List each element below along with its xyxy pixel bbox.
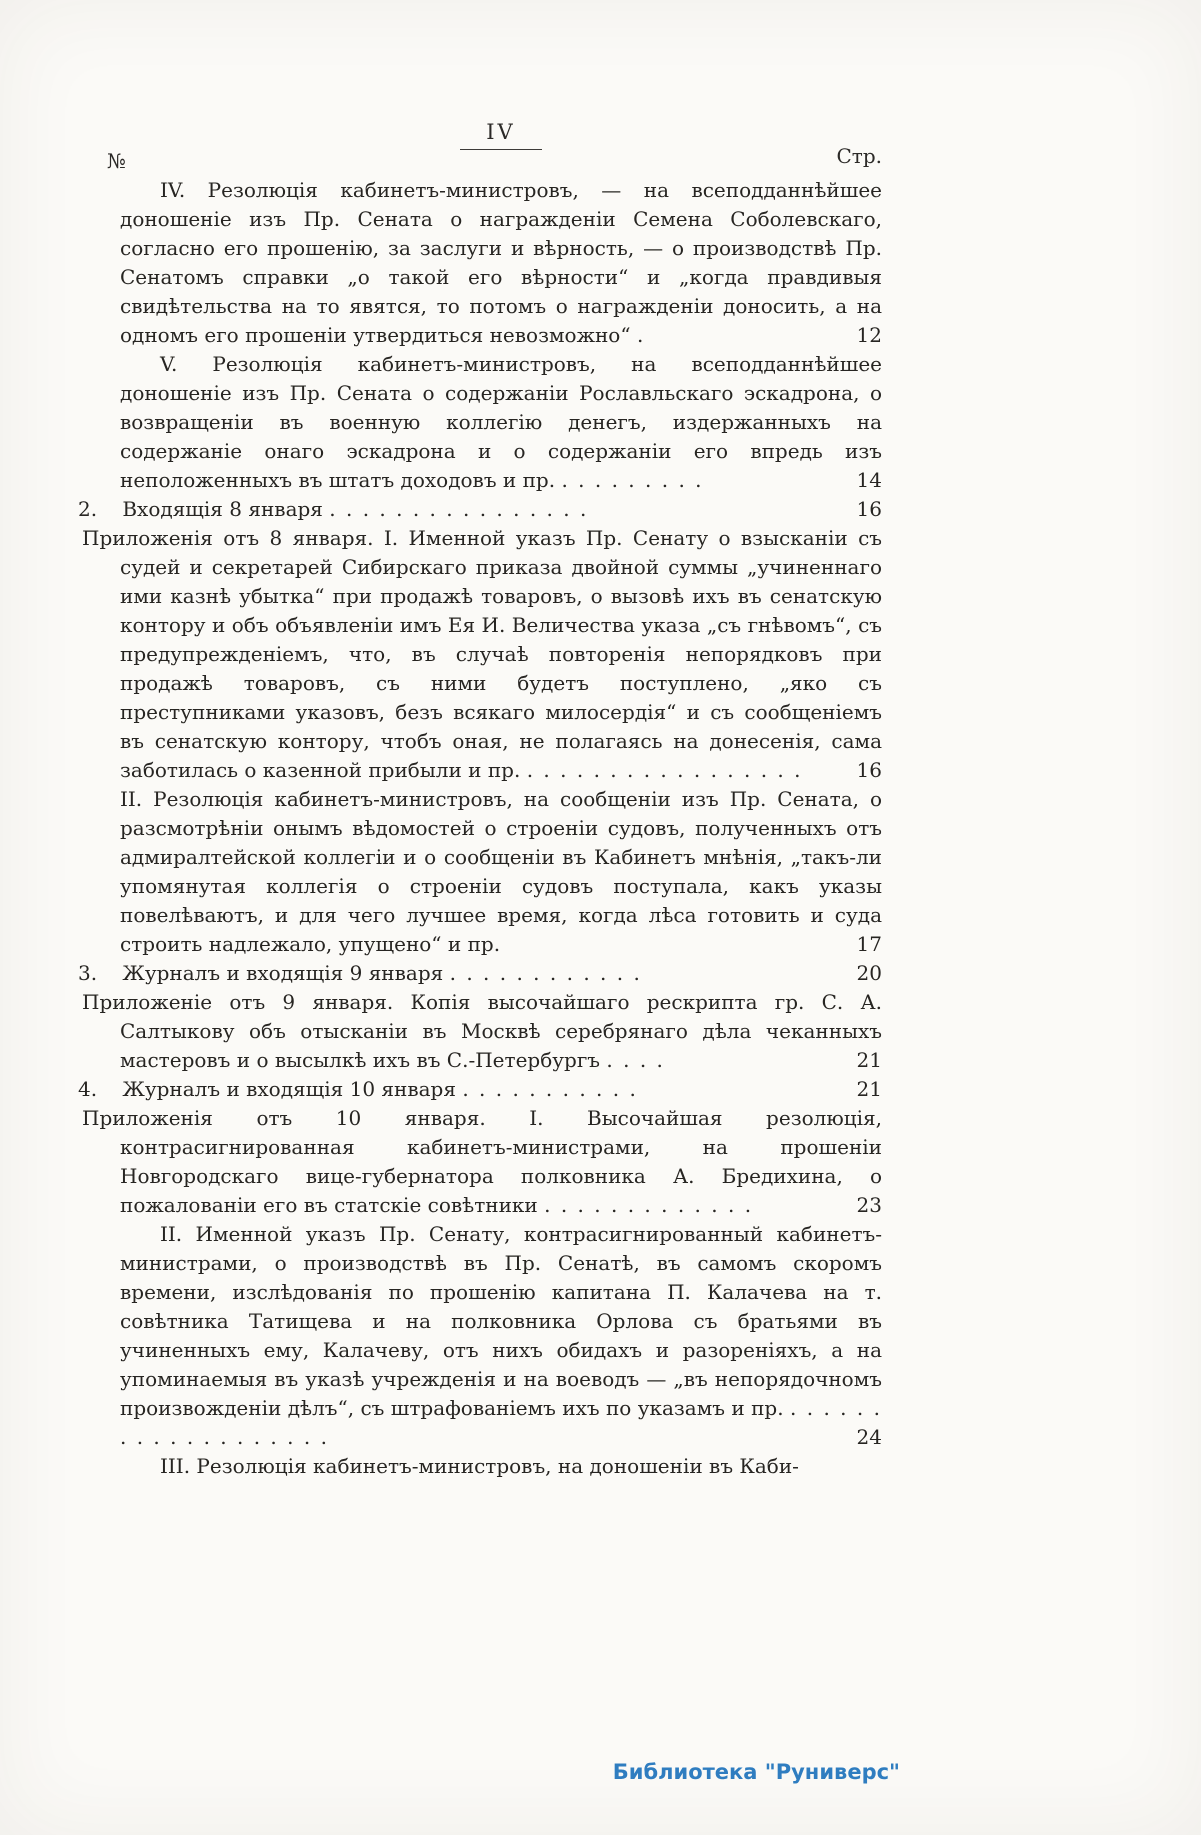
page-number: IV bbox=[460, 120, 541, 150]
entry-text: Приложенія отъ 10 января. I. Высочайшая резолюція, контрасигнированная кабинетъ-министрами, на прошеніи Новгородскаго вице-губернатора полковника А. Бредихина, о пожалованіи его въ статскіе совѣтники bbox=[82, 1106, 882, 1217]
entry-leader-dots: . . . . . . . . . bbox=[561, 468, 704, 492]
entry-text: Резолюція кабинетъ-министровъ, — на всеподданнѣйшее доношеніе изъ Пр. Сената о награжденіи Семена Соболевскаго, согласно его прошенію, за заслуги и вѣрность, — о производствѣ Пр. Сенатомъ справки „о такой его вѣрности“ и „когда правдивыя свидѣтельства на то явятся, то потомъ о награжденіи доносить, а на одномъ его прошеніи утвердиться невозможно“ bbox=[120, 178, 882, 347]
toc-entry bbox=[120, 785, 882, 959]
toc-entry bbox=[120, 1452, 882, 1481]
number-column-header: № bbox=[107, 149, 126, 173]
page-column-header: Стр. bbox=[836, 144, 882, 168]
toc-entry bbox=[78, 495, 882, 524]
entry-number: II. bbox=[160, 1222, 183, 1246]
entry-page-number: 17 bbox=[856, 932, 882, 956]
toc-entry bbox=[78, 959, 882, 988]
entry-leader-dots: . . . . . . . . . . . bbox=[462, 1077, 638, 1101]
entry-text: Приложеніе отъ 9 января. Копія высочайшаго рескрипта гр. С. А. Салтыкову объ отысканіи въ Москвѣ серебрянаго дѣла чеканныхъ мастеровъ и о высылкѣ ихъ въ С.-Петербургъ bbox=[82, 990, 882, 1072]
entry-leader-dots: . . . . . . . . . . . . . bbox=[544, 1193, 754, 1217]
entry-page-number: 12 bbox=[856, 323, 882, 347]
table-of-contents bbox=[78, 176, 883, 1481]
entry-leader-dots: . . . . . . . . . . . . . . . . . . . bbox=[120, 1396, 883, 1449]
entry-number: II. bbox=[120, 787, 143, 811]
entry-number: V. bbox=[160, 352, 178, 376]
entry-text: Приложенія отъ 8 января. I. Именной указъ Пр. Сенату о взысканіи съ судей и секретарей Сибирскаго приказа двойной суммы „учиненнаго ими казнѣ убытка“ при продажѣ товаровъ, о вызовѣ ихъ въ сенатскую контору и объ объявленіи имъ Ея И. Величества указа „съ гнѣвомъ“, съ предупрежденіемъ, что, въ случаѣ повторенія непорядковъ при продажѣ товаровъ, съ ними будетъ поступлено, „яко съ преступниками указовъ, безъ всякаго милосердія“ и съ сообщеніемъ въ сенатскую контору, чтобъ оная, не полагаясь на донесенія, сама заботилась о казенной прибыли и пр. bbox=[82, 526, 882, 782]
toc-entry bbox=[82, 1104, 882, 1220]
entry-number: IV. bbox=[160, 178, 186, 202]
entry-text: Резолюція кабинетъ-министровъ, на сообщеніи изъ Пр. Сената, о разсмотрѣніи онымъ вѣдомостей о строеніи судовъ, полученныхъ отъ адмиралтейской коллегіи и о сообщеніи въ Кабинетъ мнѣнія, „такъ-ли упомянутая коллегія о строеніи судовъ поступала, какъ указы повелѣваютъ, и для чего лучшее время, когда лѣса готовить и суда строить надлежало, упущено“ и пр. bbox=[120, 787, 883, 956]
entry-number: 4. bbox=[78, 1077, 98, 1101]
entry-leader-dots: . bbox=[636, 323, 646, 347]
entry-leader-dots: . . . . . . . . . . . . bbox=[449, 961, 642, 985]
toc-entry bbox=[120, 176, 882, 350]
entry-page-number: 23 bbox=[856, 1193, 882, 1217]
toc-entry bbox=[82, 988, 882, 1075]
toc-entry bbox=[78, 1075, 882, 1104]
library-watermark: Библиотека "Руниверс" bbox=[612, 1760, 900, 1784]
entry-page-number: 14 bbox=[856, 468, 882, 492]
entry-number: 2. bbox=[78, 497, 98, 521]
entry-page-number: 21 bbox=[856, 1077, 882, 1101]
entry-page-number: 20 bbox=[856, 961, 882, 985]
entry-number: III. bbox=[160, 1454, 191, 1478]
entry-page-number: 16 bbox=[856, 497, 882, 521]
entry-text: Резолюція кабинетъ-министровъ, на всеподданнѣйшее доношеніе изъ Пр. Сената о содержаніи Рославльскаго эскадрона, о возвращеніи въ военную коллегію денегъ, издержанныхъ на содержаніе онаго эскадрона и о содержаніи его впредь изъ неположенныхъ въ штатъ доходовъ и пр. bbox=[120, 352, 883, 492]
toc-entry bbox=[82, 524, 882, 785]
entry-page-number: 21 bbox=[856, 1048, 882, 1072]
entry-text: Именной указъ Пр. Сенату, контрасигнированный кабинетъ-министрами, о производствѣ въ Пр. Сенатѣ, въ самомъ скоромъ времени, изслѣдованія по прошенію капитана П. Калачева на т. совѣтника Татищева и на полковника Орлова съ братьями въ учиненныхъ ему, Калачеву, отъ нихъ обидахъ и разореніяхъ, а на упоминаемыя въ указѣ учрежденія и на воеводъ — „въ непорядочномъ произвожденіи дѣлъ“, съ штрафованіемъ ихъ по указамъ и пр. bbox=[120, 1222, 883, 1420]
entry-leader-dots: . . . . . . . . . . . . . . . . bbox=[329, 497, 589, 521]
entry-leader-dots: . . . . bbox=[606, 1048, 665, 1072]
entry-page-number: 16 bbox=[856, 758, 882, 782]
entry-text: Резолюція кабинетъ-министровъ, на доношеніи въ Каби- bbox=[196, 1454, 799, 1478]
toc-entry bbox=[120, 350, 882, 495]
entry-text: Журналъ и входящія 10 января bbox=[122, 1077, 456, 1101]
entry-leader-dots: . . . . . . . . . . . . . . . . . bbox=[526, 758, 803, 782]
entry-page-number: 24 bbox=[856, 1425, 882, 1449]
entry-text: Входящія 8 января bbox=[122, 497, 323, 521]
entry-text: Журналъ и входящія 9 января bbox=[122, 961, 444, 985]
toc-entry bbox=[120, 1220, 882, 1452]
entry-number: 3. bbox=[78, 961, 98, 985]
